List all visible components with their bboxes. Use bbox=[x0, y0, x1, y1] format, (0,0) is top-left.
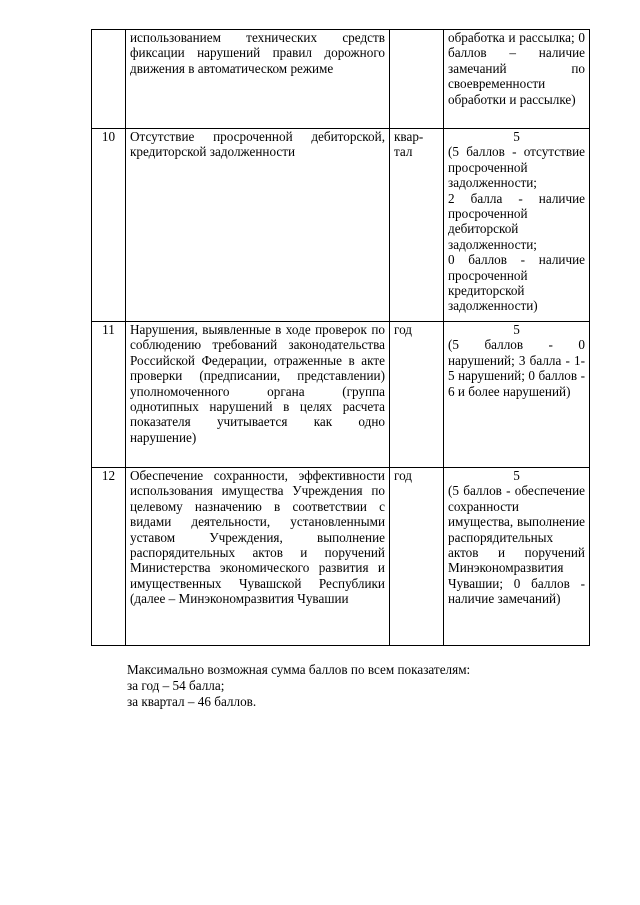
criterion-name: Обеспечение сохранности, эффективности использования имущества Учреждения по целевому назначению в соответствии с видами деятельности, установленными уставом Учреждения, выполнение распорядительных актов и поручений Министерства экономического развития и имущественных Чувашской Республики (далее – Минэкономразвития Чувашии bbox=[126, 468, 390, 646]
score-cell bbox=[444, 322, 590, 468]
score-description: (5 баллов - отсутствие просроченной задолженности; 2 балла - наличие просроченной дебиторской задолженности; 0 баллов - наличие просроченной кредиторской задолженности) bbox=[448, 144, 585, 314]
period bbox=[390, 129, 444, 322]
period: год bbox=[390, 322, 444, 468]
score-description: (5 баллов - 0 нарушений; 3 балла - 1-5 нарушений; 0 баллов - 6 и более нарушений) bbox=[448, 337, 585, 399]
criterion-name: Отсутствие просроченной дебиторской, кредиторской задолженности bbox=[126, 129, 390, 322]
table-row bbox=[92, 322, 590, 468]
criterion-name: использованием технических средств фиксации нарушений правил дорожного движения в автоматическом режиме bbox=[126, 30, 390, 129]
score-cell bbox=[444, 30, 590, 129]
period-label: квар-тал bbox=[394, 129, 424, 160]
score-value: 5 bbox=[513, 468, 520, 483]
row-number bbox=[92, 30, 126, 129]
summary-year: за год – 54 балла; bbox=[127, 678, 225, 693]
score-value: 5 bbox=[513, 129, 520, 144]
score-value: 5 bbox=[513, 322, 520, 337]
row-number: 11 bbox=[92, 322, 126, 468]
score-cell bbox=[444, 468, 590, 646]
score-description: обработка и рассылка; 0 баллов – наличие замечаний по своевременности обработки и рассылке) bbox=[448, 30, 585, 107]
row-number: 12 bbox=[92, 468, 126, 646]
score-cell bbox=[444, 129, 590, 322]
table-row bbox=[92, 468, 590, 646]
summary-quarter: за квартал – 46 баллов. bbox=[127, 694, 257, 709]
period: год bbox=[390, 468, 444, 646]
period bbox=[390, 30, 444, 129]
table-row bbox=[92, 30, 590, 129]
summary-heading: Максимально возможная сумма баллов по всем показателям: bbox=[127, 662, 471, 677]
table-row bbox=[92, 129, 590, 322]
criterion-name: Нарушения, выявленные в ходе проверок по соблюдению требований законодательства Российской Федерации, отраженные в акте проверки (предписании, представлении) уполномоченного органа (группа однотипных нарушений в целях расчета показателя учитывается как одно нарушение) bbox=[126, 322, 390, 468]
max-score-summary bbox=[127, 662, 470, 710]
score-description: (5 баллов - обеспечение сохранности имущества, выполнение распорядительных актов и поручений Минэкономразвития Чувашии; 0 баллов - наличие замечаний) bbox=[448, 483, 585, 607]
row-number: 10 bbox=[92, 129, 126, 322]
criteria-table bbox=[91, 29, 590, 646]
